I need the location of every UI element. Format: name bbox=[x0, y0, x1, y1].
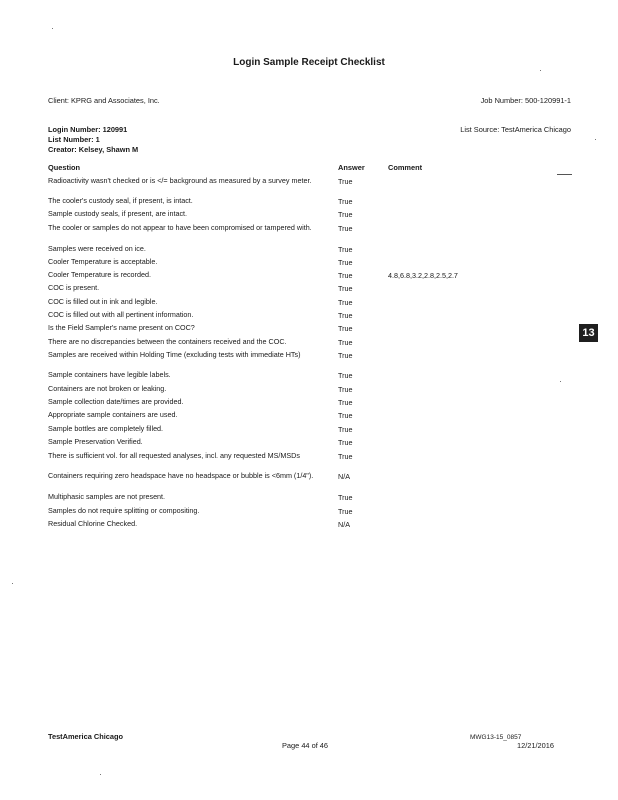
checklist-answer: True bbox=[338, 385, 353, 394]
footer-doc-id: MWG13-15_0857 bbox=[470, 734, 522, 741]
column-header-answer: Answer bbox=[338, 163, 365, 172]
checklist-answer: True bbox=[338, 425, 353, 434]
checklist-answer: True bbox=[338, 452, 353, 461]
scan-speck bbox=[560, 381, 561, 382]
list-source: List Source: TestAmerica Chicago bbox=[460, 125, 571, 134]
column-header-comment: Comment bbox=[388, 163, 423, 172]
checklist-answer: True bbox=[338, 284, 353, 293]
checklist-question: COC is filled out in ink and legible. bbox=[48, 297, 158, 306]
checklist-question: Sample Preservation Verified. bbox=[48, 437, 143, 446]
checklist-question: Samples are received within Holding Time (excluding tests with immediate HTs) bbox=[48, 350, 301, 359]
checklist-question: The cooler or samples do not appear to have been compromised or tampered with. bbox=[48, 223, 312, 232]
section-tab: 13 bbox=[579, 324, 598, 342]
list-number: List Number: 1 bbox=[48, 135, 100, 144]
checklist-question: Sample custody seals, if present, are intact. bbox=[48, 209, 188, 218]
checklist-answer: N/A bbox=[338, 472, 350, 481]
checklist-question: COC is present. bbox=[48, 283, 100, 292]
checklist-question: Is the Field Sampler's name present on COC? bbox=[48, 323, 195, 332]
scan-speck bbox=[540, 70, 541, 71]
checklist-answer: True bbox=[338, 258, 353, 267]
checklist-question: Radioactivity wasn't checked or is </= background as measured by a survey meter. bbox=[48, 176, 312, 185]
checklist-answer: True bbox=[338, 507, 353, 516]
page-title: Login Sample Receipt Checklist bbox=[233, 57, 385, 68]
checklist-answer: True bbox=[338, 438, 353, 447]
creator: Creator: Kelsey, Shawn M bbox=[48, 145, 139, 154]
checklist-question: The cooler's custody seal, if present, is intact. bbox=[48, 196, 193, 205]
checklist-answer: True bbox=[338, 224, 353, 233]
checklist-answer: True bbox=[338, 398, 353, 407]
checklist-answer: True bbox=[338, 311, 353, 320]
checklist-question: Sample bottles are completely filled. bbox=[48, 424, 164, 433]
scan-speck bbox=[12, 583, 13, 584]
footer-page-number: Page 44 of 46 bbox=[282, 741, 329, 750]
checklist-answer: True bbox=[338, 197, 353, 206]
checklist-answer: True bbox=[338, 338, 353, 347]
checklist-question: There are no discrepancies between the containers received and the COC. bbox=[48, 337, 287, 346]
checklist-question: Multiphasic samples are not present. bbox=[48, 492, 166, 501]
checklist-question: Cooler Temperature is acceptable. bbox=[48, 257, 158, 266]
checklist-question: Sample containers have legible labels. bbox=[48, 370, 171, 379]
scan-mark bbox=[557, 174, 572, 175]
checklist-question: There is sufficient vol. for all requested analyses, incl. any requested MS/MSDs bbox=[48, 451, 300, 460]
footer-lab: TestAmerica Chicago bbox=[48, 732, 124, 741]
checklist-question: COC is filled out with all pertinent information. bbox=[48, 310, 194, 319]
column-header-question: Question bbox=[48, 163, 81, 172]
checklist-answer: True bbox=[338, 298, 353, 307]
checklist-answer: True bbox=[338, 324, 353, 333]
checklist-question: Cooler Temperature is recorded. bbox=[48, 270, 151, 279]
login-number: Login Number: 120991 bbox=[48, 125, 128, 134]
footer-date: 12/21/2016 bbox=[517, 741, 554, 750]
scan-speck bbox=[52, 28, 53, 29]
checklist-question: Residual Chlorine Checked. bbox=[48, 519, 138, 528]
scan-speck bbox=[100, 774, 101, 775]
checklist-answer: True bbox=[338, 371, 353, 380]
checklist-question: Containers are not broken or leaking. bbox=[48, 384, 167, 393]
checklist-question: Samples do not require splitting or compositing. bbox=[48, 506, 200, 515]
checklist-question: Samples were received on ice. bbox=[48, 244, 146, 253]
checklist-answer: True bbox=[338, 210, 353, 219]
checklist-question: Containers requiring zero headspace have no headspace or bubble is <6mm (1/4"). bbox=[48, 471, 314, 480]
checklist-answer: True bbox=[338, 245, 353, 254]
checklist-answer: True bbox=[338, 271, 353, 280]
checklist-answer: True bbox=[338, 493, 353, 502]
checklist-answer: N/A bbox=[338, 520, 350, 529]
checklist-answer: True bbox=[338, 177, 353, 186]
checklist-question: Appropriate sample containers are used. bbox=[48, 410, 178, 419]
client-name: Client: KPRG and Associates, Inc. bbox=[48, 96, 160, 105]
checklist-question: Sample collection date/times are provided. bbox=[48, 397, 184, 406]
checklist-answer: True bbox=[338, 411, 353, 420]
job-number: Job Number: 500-120991-1 bbox=[480, 96, 571, 105]
checklist-answer: True bbox=[338, 351, 353, 360]
scan-speck bbox=[595, 139, 596, 140]
checklist-comment: 4.8,6.8,3.2,2.8,2.5,2.7 bbox=[388, 271, 458, 280]
